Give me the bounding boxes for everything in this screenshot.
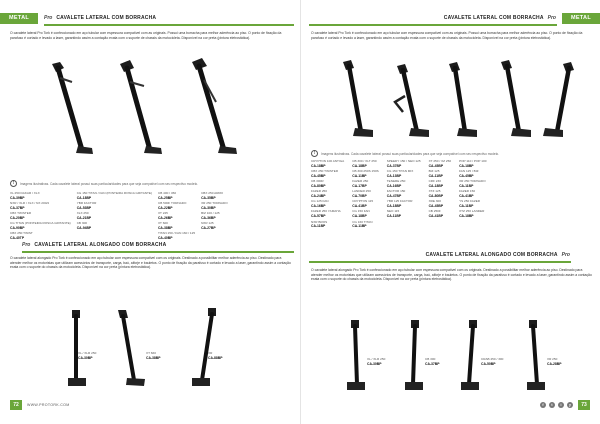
product-code: CA-70BP xyxy=(352,193,367,198)
model-name: XT 660 xyxy=(146,351,156,355)
model-name: CG 150 TITAN / FAN (PONTEIRA ROSCA GRITANTE) xyxy=(76,191,152,195)
section-header xyxy=(44,13,156,23)
list-item xyxy=(158,212,195,220)
list-item xyxy=(352,160,379,168)
product-code: CA-17BP xyxy=(352,183,367,188)
illustrative-note xyxy=(10,180,198,187)
product-column xyxy=(158,192,195,240)
model-name: CBX 250 ARRO xyxy=(201,191,224,195)
info-icon: ! xyxy=(311,150,318,157)
model-name: XL / XLR 250 xyxy=(367,357,386,361)
product-code: CA-18BP xyxy=(352,163,367,168)
model-name: CG 150 FAN xyxy=(352,209,370,214)
product-code: CA-20BP xyxy=(10,215,25,220)
model-name: XLX 250 xyxy=(76,211,89,216)
list-item xyxy=(459,200,486,208)
product-code: CA-26BP xyxy=(157,215,173,220)
model-name: NEO 115 xyxy=(386,209,400,214)
list-item xyxy=(158,232,195,240)
list-item xyxy=(459,180,486,188)
list-item xyxy=(352,190,379,198)
product-code: CA-37BP xyxy=(386,163,402,168)
product-code: CA-11BP xyxy=(386,214,402,219)
product-photo xyxy=(188,306,224,390)
list-item xyxy=(311,170,344,178)
page-number: 73 xyxy=(578,400,590,410)
product-code: CA-38BP xyxy=(157,225,173,230)
product-photo xyxy=(341,318,371,394)
product-list xyxy=(10,192,228,240)
instagram-icon[interactable]: i xyxy=(558,402,564,408)
section-description: O cavalete lateral Pro Tork é confeccionado em aço tubular com espessura compatível com as originais. Possui uma borracha para melhor aderência ao piso. O ponto de fixação da parafuso é cortado e levado a laser, garantindo assim a contação exata com o suporte de chassis da motocicleta. Disponível na cor preta (pintura eletrostática). xyxy=(311,31,583,40)
list-item xyxy=(352,221,379,229)
list-item xyxy=(311,160,344,168)
model-name: CB 300R xyxy=(311,179,324,184)
category-tab: METAL xyxy=(562,13,600,24)
list-item xyxy=(77,212,152,220)
section-divider xyxy=(44,24,294,26)
page-footer xyxy=(10,400,70,410)
product-caption xyxy=(367,358,385,366)
product-code: CA-18BP xyxy=(352,214,367,219)
list-item xyxy=(158,202,195,210)
product-code: CA-90BP xyxy=(10,225,25,230)
list-item xyxy=(201,202,228,210)
note-text: Imagens ilustrativas. Cada cavalete lateral possui suas particularidades para que seja compatível com seu respectivo modelo. xyxy=(20,181,199,186)
product-photo xyxy=(112,308,148,390)
model-name: NXR BROS xyxy=(311,219,328,224)
list-item xyxy=(459,210,486,218)
list-item xyxy=(387,190,421,198)
model-name: XT 225 xyxy=(157,211,168,216)
product-code: CA-53BP xyxy=(76,205,92,210)
list-item xyxy=(201,212,228,220)
model-name: XTZ 250 LANDER xyxy=(459,209,485,214)
product-photo xyxy=(455,318,487,394)
product-code: CA-18BP xyxy=(386,203,402,208)
product-code: CA-80BP xyxy=(428,193,444,198)
product-column xyxy=(352,160,379,228)
product-code: CA-18BP xyxy=(76,195,92,200)
section-description: O cavalete lateral alongado Pro Tork é confeccionado em aço tubular com espessura compatível com os originais. Destinado a possibilitar melhor aderência ao piso. Destinado para atender melhor os motoristas que utilizam acessórios de transporte, carga, baú, alforje e bauletos. O ponto de fixação da parafuso é cortado e levado a laser, garantindo assim a contação exata com o suporte do chassis da motocicleta. Disponível na cor preta (pintura eletrostática). xyxy=(10,256,291,270)
section-header xyxy=(22,240,166,250)
product-caption xyxy=(481,358,503,366)
youtube-icon[interactable]: y xyxy=(567,402,573,408)
facebook-icon[interactable]: f xyxy=(540,402,546,408)
list-item xyxy=(429,180,451,188)
model-name: CBX 250 TWIST xyxy=(10,231,33,236)
product-code: CA-88BP xyxy=(208,355,223,360)
list-item xyxy=(387,210,421,218)
product-code: CA-37BP xyxy=(10,205,25,210)
brand-logo: Pro xyxy=(547,15,556,21)
list-item xyxy=(201,222,228,230)
list-item xyxy=(459,190,486,198)
product-photo xyxy=(108,56,168,160)
list-item xyxy=(429,190,451,198)
product-code: CA-30BP xyxy=(78,355,93,360)
list-item xyxy=(352,210,379,218)
product-code: CA-22BP xyxy=(157,205,173,210)
product-column xyxy=(459,160,486,228)
product-code: CA-39BP xyxy=(10,195,25,200)
model-name: CRYPTON 100 ANTIGA xyxy=(311,159,345,163)
list-item xyxy=(352,180,379,188)
product-code: CA-30BP xyxy=(367,361,382,366)
product-photo xyxy=(180,56,242,160)
product-column xyxy=(77,192,152,240)
product-photo xyxy=(519,318,551,394)
model-name: LANDER 250 xyxy=(352,189,371,194)
model-name: NXR 125 xyxy=(201,221,214,226)
product-code: CA-41BP xyxy=(428,214,444,219)
product-code: CA-41BP xyxy=(352,203,367,208)
product-code: CA-18BP xyxy=(428,183,444,188)
list-item xyxy=(77,192,152,200)
list-item xyxy=(387,200,421,208)
note-text: Imagens ilustrativas. Cada cavalete lateral possui suas particularidades para que seja compatível com seu respectivo modelo. xyxy=(321,151,500,156)
product-code: CA-50BP xyxy=(481,361,496,366)
right-page xyxy=(300,0,600,424)
section-divider xyxy=(309,24,557,26)
illustrative-note xyxy=(311,150,499,157)
product-photo xyxy=(60,308,90,390)
list-item xyxy=(10,222,71,230)
product-code: CA-18BP xyxy=(459,163,474,168)
section-title: CAVALETE LATERAL COM BORRACHA xyxy=(443,15,544,21)
model-name: CRYPTON 115 xyxy=(352,199,374,204)
list-item xyxy=(158,222,195,230)
section-header xyxy=(426,250,570,260)
section-header xyxy=(444,13,556,23)
product-photo xyxy=(389,62,435,142)
page-footer xyxy=(540,400,590,410)
brand-logo: Pro xyxy=(44,15,53,21)
list-item xyxy=(387,180,421,188)
product-code: CA-94BP xyxy=(76,225,92,230)
section-divider xyxy=(309,261,571,263)
model-name: CG TITAN (PONTEIRA ROSCA GRITANTE) xyxy=(10,221,71,226)
list-item xyxy=(77,202,152,210)
list-item xyxy=(352,170,379,178)
model-name: SPEEDY 150 / NEO 125 xyxy=(386,159,421,163)
model-name: NXR / XLR / XLX / NX 200/4 xyxy=(10,201,50,206)
list-item xyxy=(429,200,451,208)
list-item xyxy=(10,202,71,210)
product-code: CA-16BP xyxy=(386,183,402,188)
product-code: CA-45BP xyxy=(459,173,474,178)
product-photo xyxy=(541,60,585,142)
product-code: CA-37BP xyxy=(425,361,440,366)
list-item xyxy=(201,192,228,200)
product-code: CA-45BP xyxy=(428,163,444,168)
model-name: FAZER 250 YAMAHA xyxy=(311,209,341,214)
list-item xyxy=(352,200,379,208)
model-name: XTZ 125 xyxy=(428,189,441,194)
list-item xyxy=(158,192,195,200)
info-icon: ! xyxy=(10,180,17,187)
model-name: YBR FACTOR xyxy=(76,201,97,206)
product-photo xyxy=(399,318,429,394)
list-item xyxy=(77,222,152,230)
model-name: CRAB 250 / 300 xyxy=(481,357,504,361)
model-name: XT 600 xyxy=(157,221,168,226)
section-divider xyxy=(22,251,294,253)
product-code: CA-11BP xyxy=(428,173,443,178)
product-code: CA-28BP xyxy=(547,361,562,366)
list-item xyxy=(311,200,344,208)
list-item xyxy=(387,170,421,178)
product-photo xyxy=(38,58,98,160)
product-code: CA-35BP xyxy=(201,195,216,200)
product-code: CA-45BP xyxy=(311,173,326,178)
section-title: CAVALETE LATERAL COM BORRACHA xyxy=(56,15,157,21)
model-name: CB 300 / XLT 250 xyxy=(352,159,377,163)
product-code: CA-13BP xyxy=(386,173,402,178)
product-code: CA-25BP xyxy=(157,195,173,200)
model-name: CB 500F TORNADO xyxy=(157,201,187,206)
product-code: CA-11BP xyxy=(459,203,474,208)
product-code: CA-24BP xyxy=(311,193,326,198)
list-item xyxy=(10,192,71,200)
product-list xyxy=(311,160,486,228)
model-name: CBX TWISTER xyxy=(10,211,32,216)
model-name: XR 250 TORNADO xyxy=(459,179,486,184)
product-code: CA-47BP xyxy=(386,193,402,198)
product-caption xyxy=(547,358,562,366)
list-item xyxy=(459,160,486,168)
section-title: CAVALETE LATERAL ALONGADO COM BORRACHA xyxy=(425,252,558,258)
product-photo xyxy=(491,58,535,142)
section-description: O cavalete lateral Pro Tork é confeccionado em aço tubular com espessura compatível com as originais. Possui uma borracha para melhor aderência ao piso. O ponto de fixação da parafuso é cortado e levado a laser, garantindo assim a contação exata com o suporte de chassis da motocicleta. Disponível na cor preta (pintura eletrostática). xyxy=(10,31,282,40)
product-code: CA-80BP xyxy=(311,183,326,188)
product-caption xyxy=(146,352,161,360)
product-code: CA-38BP xyxy=(146,355,161,360)
model-name: CB 400 / 450 xyxy=(157,191,177,195)
product-code: CA-57BP xyxy=(311,214,326,219)
product-photo xyxy=(337,58,377,142)
social-links xyxy=(540,402,573,408)
list-item xyxy=(311,221,344,229)
section-description: O cavalete lateral alongado Pro Tork é confeccionado em aço tubular com espessura compatível com os originais. Destinado a possibilitar melhor aderência ao piso. Destinado para atender melhor os motoristas que utilizam acessórios de transporte, carga, baú, alforje e bauletos. O ponto de fixação da parafuso é cortado e levado a laser, garantindo assim a contação exata com o suporte do chassis da motocicleta. Disponível na cor preta (pintura eletrostática). xyxy=(311,268,592,282)
product-code: CA-45BP xyxy=(428,203,444,208)
model-name: CB 300 xyxy=(425,357,436,361)
model-name: YS 250 FAZER xyxy=(459,199,481,204)
product-code: CA-18BP xyxy=(311,163,326,168)
product-code: CA-21BP xyxy=(76,215,92,220)
model-name: BIZ 125 xyxy=(428,169,440,174)
list-item xyxy=(429,160,451,168)
model-name: XR xyxy=(208,351,213,355)
product-caption xyxy=(425,358,440,366)
model-name: YBR 125 FACTOR xyxy=(386,199,413,204)
product-code: CA-16BP xyxy=(311,203,326,208)
product-column xyxy=(10,192,71,240)
product-code: CA-11BP xyxy=(352,173,367,178)
model-name: CB 300 250S 150S xyxy=(352,169,379,174)
product-code: CA-11BP xyxy=(352,224,367,229)
section-title: CAVALETE LATERAL ALONGADO COM BORRACHA xyxy=(34,242,167,248)
list-item xyxy=(10,212,71,220)
model-name: CB 300 xyxy=(76,221,88,226)
model-name: FAZER 150 xyxy=(459,189,476,194)
model-name: CG 150 TITAN MIX xyxy=(386,169,414,174)
model-name: CG 160 TITAN xyxy=(352,219,373,224)
product-caption xyxy=(78,352,96,360)
model-name: POP 110 / POP 100 xyxy=(459,159,487,163)
list-item xyxy=(429,210,451,218)
model-name: TENERE 250 xyxy=(386,179,406,184)
model-name: XR 250 xyxy=(547,357,558,361)
page-number: 72 xyxy=(10,400,22,410)
list-item xyxy=(459,170,486,178)
list-item xyxy=(311,180,344,188)
list-item xyxy=(429,170,451,178)
model-name: XRE 300 xyxy=(428,199,441,204)
product-code: CA-11BP xyxy=(459,183,474,188)
list-item xyxy=(311,210,344,218)
product-code: CA-11BP xyxy=(311,224,326,229)
model-name: XR 250 TORNADO xyxy=(201,201,228,206)
product-code: CA-18BP xyxy=(459,214,474,219)
model-name: CB 250F xyxy=(428,209,441,214)
twitter-icon[interactable]: t xyxy=(549,402,555,408)
product-code: CA-40BP xyxy=(157,235,173,240)
brand-logo: Pro xyxy=(22,242,31,248)
model-name: TITAN 150 / FAN 160 / 125 xyxy=(157,231,196,236)
model-name: CRF 230 xyxy=(428,179,441,184)
brand-logo: Pro xyxy=(561,252,570,258)
model-name: CBX 250 TWISTER xyxy=(311,169,339,174)
model-name: FAZER 250 xyxy=(311,189,327,194)
product-photo xyxy=(441,60,481,142)
product-code: CA-40TP xyxy=(10,235,25,240)
product-column xyxy=(429,160,451,228)
product-caption xyxy=(208,352,223,360)
list-item xyxy=(311,190,344,198)
product-code: CA-27BP xyxy=(201,225,216,230)
website-link[interactable]: WWW.PROTORK.COM xyxy=(27,403,70,407)
product-column xyxy=(311,160,344,228)
category-tab: METAL xyxy=(0,13,38,24)
model-name: FAN 125 / BIZ xyxy=(459,169,479,174)
model-name: CG 125 FAN xyxy=(311,199,329,204)
product-code: CA-36BP xyxy=(201,215,216,220)
product-code: CA-30BP xyxy=(201,205,216,210)
product-column xyxy=(387,160,421,228)
list-item xyxy=(10,232,71,240)
model-name: XT 250 / XZ 250 xyxy=(428,159,452,163)
product-column xyxy=(201,192,228,240)
list-item xyxy=(387,160,421,168)
model-name: XL / XLR 250 xyxy=(78,351,97,355)
model-name: BIZ 100 / 125 xyxy=(201,211,220,216)
model-name: FAZER 250 xyxy=(352,179,369,184)
model-name: FACTOR 150 xyxy=(386,189,406,194)
product-code: CA-41BP xyxy=(459,193,474,198)
model-name: XL 250 DAKAR / XLX xyxy=(10,191,40,195)
